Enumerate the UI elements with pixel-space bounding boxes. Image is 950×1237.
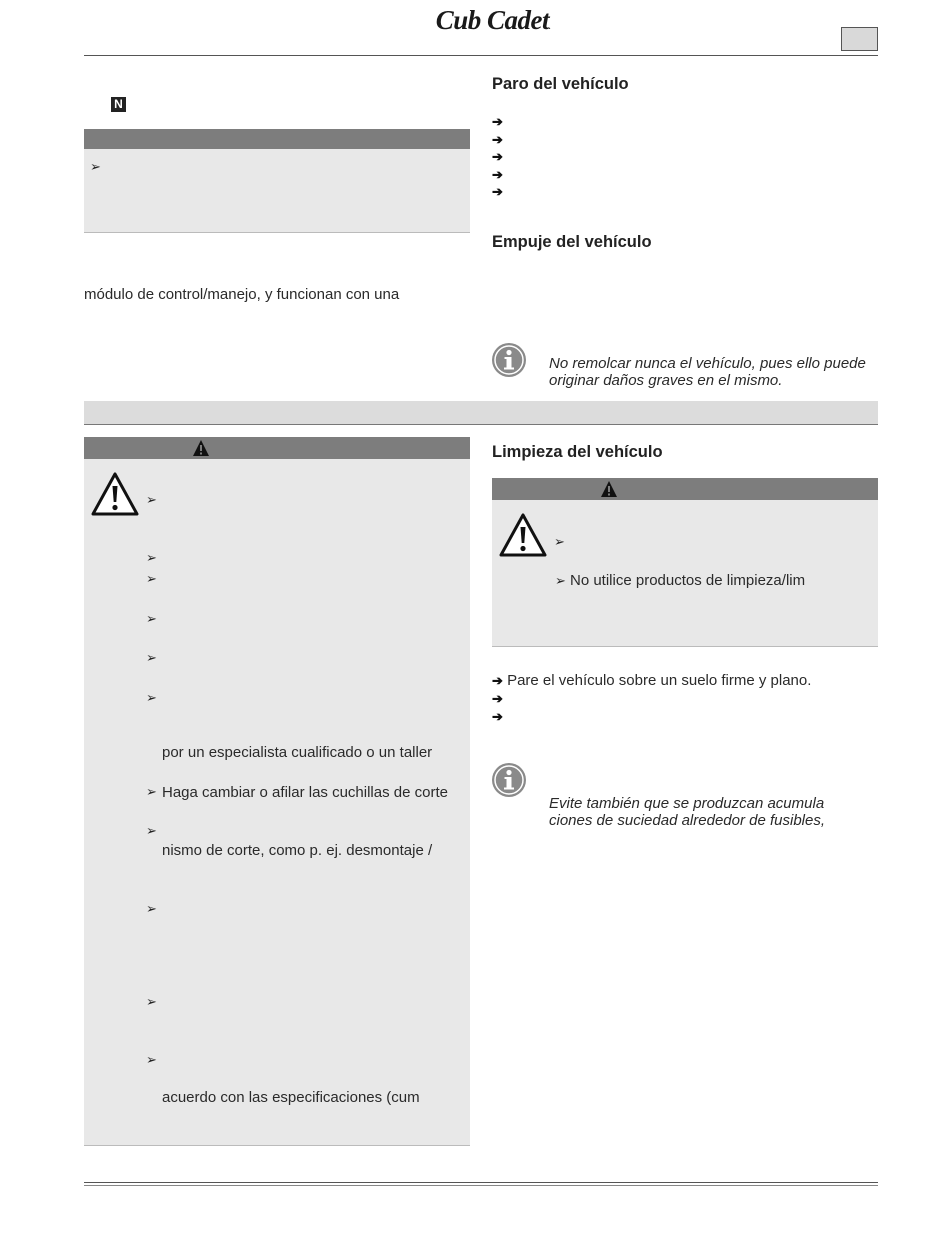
warning-triangle-icon	[498, 512, 548, 558]
limpieza-title: Limpieza del vehículo	[492, 443, 663, 461]
warning-box-header	[84, 437, 470, 459]
chevron-bullet-icon: ➢	[146, 784, 157, 799]
section-band-rule	[84, 424, 878, 425]
arrow-bullet-icon: ➔	[492, 149, 503, 164]
note-box-header	[84, 129, 470, 149]
chevron-bullet-icon: ➢	[146, 994, 157, 1009]
paragraph-line: módulo de control/manejo, y funcionan con una	[84, 286, 400, 303]
paro-steps	[492, 113, 503, 201]
header-rule	[84, 55, 878, 56]
limpieza-box-divider	[492, 646, 878, 647]
chevron-bullet-icon: ➢	[554, 534, 565, 549]
paro-title: Paro del vehículo	[492, 75, 629, 93]
warning-box	[84, 459, 470, 1145]
footer-rule-secondary	[84, 1185, 878, 1186]
empuje-title: Empuje del vehículo	[492, 233, 652, 251]
cuchillas-line: Haga cambiar o afilar las cuchillas de corte	[162, 784, 448, 801]
arrow-bullet-icon: ➔	[492, 691, 503, 706]
arrow-bullet-icon: ➔	[492, 114, 503, 129]
especialista-line: por un especialista cualificado o un taller	[162, 744, 433, 761]
limpieza-warning-header	[492, 478, 878, 500]
arrow-bullet-icon: ➔	[492, 131, 503, 147]
warning-box-divider	[84, 1145, 470, 1146]
fusibles-note: Evite también que se produzcan acumula ciones de suciedad alrededor de fusibles,	[549, 795, 826, 829]
limpieza-warning-box	[492, 500, 878, 646]
arrow-bullet-icon: ➔	[492, 184, 503, 199]
chevron-bullet-icon: ➢	[90, 159, 101, 174]
info-icon	[491, 762, 527, 798]
arrow-bullet-icon: ➔	[492, 673, 503, 688]
warning-triangle-icon	[192, 439, 210, 457]
chevron-bullet-icon: ➢	[146, 823, 157, 838]
limpieza-warning-item: No utilice productos de limpieza/lim	[570, 572, 806, 589]
info-icon	[491, 342, 527, 378]
chevron-bullet-icon: ➢	[146, 492, 157, 507]
chevron-bullet-icon: ➢	[146, 1052, 157, 1067]
arrow-bullet-icon: ➔	[492, 709, 503, 724]
pare-step: Pare el vehículo sobre un suelo firme y plano.	[507, 672, 812, 689]
brand-logo: Cub Cadet.	[435, 5, 551, 35]
remolcar-note: No remolcar nunca el vehículo, pues ello puede originar daños graves en el mismo.	[549, 355, 866, 389]
chevron-bullet-icon: ➢	[146, 650, 157, 665]
n-badge: N	[111, 97, 126, 112]
chevron-bullet-icon: ➢	[146, 571, 157, 586]
warning-triangle-icon	[600, 480, 618, 498]
chevron-bullet-icon: ➢	[146, 611, 157, 626]
limpieza-steps	[492, 672, 811, 726]
mecanismo-line: nismo de corte, como p. ej. desmontaje /	[162, 842, 433, 859]
note-box-divider	[84, 232, 470, 233]
page-number-box	[841, 27, 878, 51]
chevron-bullet-icon: ➢	[146, 901, 157, 916]
section-band	[84, 401, 878, 424]
chevron-bullet-icon: ➢	[146, 690, 157, 705]
arrow-bullet-icon: ➔	[492, 166, 503, 182]
footer-rule	[84, 1182, 878, 1183]
chevron-bullet-icon: ➢	[555, 573, 566, 588]
acuerdo-line: acuerdo con las especificaciones (cum	[162, 1089, 420, 1106]
note-box	[84, 149, 470, 232]
warning-triangle-icon	[90, 471, 140, 517]
chevron-bullet-icon: ➢	[146, 550, 157, 565]
